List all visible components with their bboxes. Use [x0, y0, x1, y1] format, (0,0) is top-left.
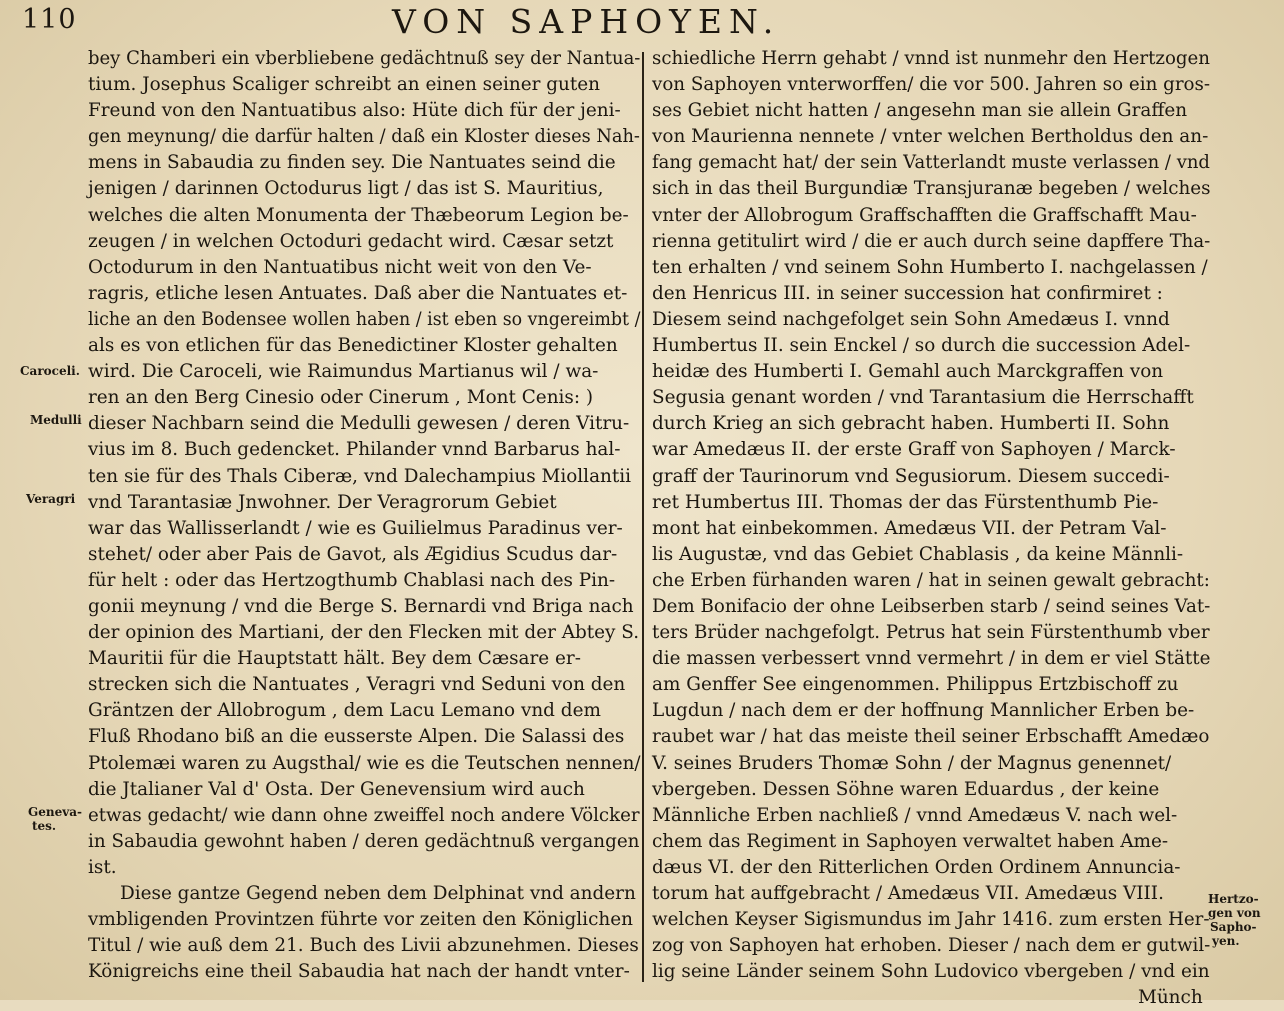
- text-line: heidæ des Humberti I. Gemahl auch Marckgraffen von: [652, 361, 1164, 383]
- margin-note-medulli: Medulli: [30, 413, 82, 427]
- running-title: VON SAPHOYEN.: [392, 2, 781, 41]
- text-line: zog von Saphoyen hat erhoben. Dieser / nach dem er gutwil-: [652, 935, 1211, 957]
- text-line: Männliche Erben nachließ / vnnd Amedæus V. nach wel-: [652, 804, 1178, 826]
- text-line: Königreichs eine theil Sabaudia hat nach der handt vnter-: [88, 961, 630, 983]
- text-line: welches die alten Monumenta der Thæbeorum Legion be-: [88, 204, 629, 226]
- margin-note-veragri: Veragri: [26, 492, 76, 506]
- text-line: strecken sich die Nantuates , Veragri vnd Seduni von den: [88, 674, 626, 696]
- text-line: stehet/ oder aber Pais de Gavot, als Ægidius Scudus dar-: [88, 543, 618, 565]
- text-line: von Saphoyen vnterworffen/ die vor 500. Jahren so ein gros-: [652, 74, 1211, 96]
- text-line: ters Brüder nachgefolgt. Petrus hat sein Fürstenthumb vber: [652, 622, 1210, 644]
- text-line: ten sie für des Thals Ciberæ, vnd Dalechampius Miollantii: [88, 465, 632, 487]
- text-line: welchen Keyser Sigismundus im Jahr 1416. zum ersten Her-: [652, 909, 1210, 931]
- text-line: torum hat auffgebracht / Amedæus VII. Amedæus VIII.: [652, 883, 1164, 904]
- text-line: fang gemacht hat/ der sein Vatterlandt muste verlassen / vnd: [652, 152, 1210, 174]
- text-line: Ptolemæi waren zu Augsthal/ wie es die Teutschen nennen/: [88, 752, 641, 774]
- text-line: wird. Die Caroceli, wie Raimundus Martianus wil / wa-: [88, 361, 599, 383]
- text-line: war Amedæus II. der erste Graff von Saphoyen / Marck-: [652, 439, 1176, 461]
- text-line: sich in das theil Burgundiæ Transjuranæ begeben / welches: [652, 178, 1211, 200]
- text-line: Humbertus II. sein Enckel / so durch die succession Adel-: [652, 335, 1191, 357]
- text-line: bey Chamberi ein vberbliebene gedächtnuß sey der Nantua-: [88, 48, 641, 69]
- text-line: für helt : oder das Hertzogthumb Chablasi nach des Pin-: [88, 569, 616, 591]
- text-line: vmbligenden Provintzen führte vor zeiten den Königlichen: [88, 909, 633, 931]
- text-line: che Erben fürhanden waren / hat in seinen gewalt gebracht:: [652, 569, 1210, 591]
- text-line: mens in Sabaudia zu finden sey. Die Nantuates seind die: [88, 152, 616, 174]
- text-line: die Jtalianer Val d' Osta. Der Genevensium wird auch: [88, 778, 585, 800]
- text-line: vnd Tarantasiæ Jnwohner. Der Veragrorum Gebiet: [88, 491, 557, 513]
- text-line: graff der Taurinorum vnd Segusiorum. Diesem succedi-: [652, 465, 1170, 487]
- text-line: rienna getitulirt wird / die er auch durch seine dapffere Tha-: [652, 230, 1211, 252]
- text-line: vbergeben. Dessen Söhne waren Eduardus , der keine: [652, 778, 1160, 800]
- text-line: jenigen / darinnen Octodurus ligt / das ist S. Mauritius,: [88, 178, 604, 200]
- text-line: Freund von den Nantuatibus also: Hüte dich für der jeni-: [88, 100, 621, 122]
- text-line: Dem Bonifacio der ohne Leibserben starb / seind seines Vat-: [652, 595, 1211, 617]
- text-line: zeugen / in welchen Octoduri gedacht wird. Cæsar setzt: [88, 230, 614, 252]
- left-column: [88, 46, 640, 985]
- text-line: war das Wallisserlandt / wie es Guilielmus Paradinus ver-: [88, 517, 623, 539]
- text-line: dæus VI. der den Ritterlichen Orden Ordinem Annuncia-: [652, 856, 1181, 878]
- text-line: ragris, etliche lesen Antuates. Daß aber die Nantuates et-: [88, 282, 628, 304]
- text-line: etwas gedacht/ wie dann ohne zweiffel noch andere Völcker: [88, 804, 640, 826]
- margin-note-genevates-2: tes.: [32, 819, 57, 833]
- text-line: ses Gebiet nicht hatten / angesehn man sie allein Graffen: [652, 100, 1188, 122]
- margin-note-caroceli: Caroceli.: [20, 364, 80, 378]
- text-line: ist.: [88, 856, 117, 878]
- text-line: Segusia genant worden / vnd Tarantasium die Herrschafft: [652, 387, 1194, 409]
- text-line: vius im 8. Buch gedencket. Philander vnnd Barbarus hal-: [88, 439, 621, 461]
- page-number: 110: [22, 4, 77, 35]
- column-divider: [642, 52, 644, 982]
- text-line: ten erhalten / vnd seinem Sohn Humberto I. nachgelassen /: [652, 256, 1208, 278]
- text-line: Octodurum in den Nantuatibus nicht weit von den Ve-: [88, 256, 592, 278]
- paragraph-start-line: Diese gantze Gegend neben dem Delphinat vnd andern: [120, 883, 636, 904]
- right-column: [652, 46, 1210, 1011]
- text-line: als es von etlichen für das Benedictiner Kloster gehalten: [88, 335, 618, 357]
- text-line: am Genffer See eingenommen. Philippus Ertzbischoff zu: [652, 674, 1179, 696]
- catchword: Münch: [1138, 987, 1203, 1009]
- text-line: gonii meynung / vnd die Berge S. Bernardi vnd Briga nach: [88, 595, 634, 617]
- text-line: raubet war / hat das meiste theil seiner Erbschafft Amedæo: [652, 726, 1210, 748]
- text-line: Mauritii für die Hauptstatt hält. Bey dem Cæsare er-: [88, 648, 581, 670]
- text-line: der opinion des Martiani, der den Flecken mit der Abtey S.: [88, 622, 640, 644]
- text-line: durch Krieg an sich gebracht haben. Humberti II. Sohn: [652, 413, 1170, 435]
- text-line: Gräntzen der Allobrogum , dem Lacu Lemano vnd dem: [88, 700, 601, 722]
- text-line: schiedliche Herrn gehabt / vnnd ist nunmehr den Hertzogen: [652, 48, 1211, 69]
- text-line: Titul / wie auß dem 21. Buch des Livii abzunehmen. Dieses: [88, 935, 639, 957]
- text-line: den Henricus III. in seiner succession hat confirmiret :: [652, 282, 1163, 304]
- text-line: lig seine Länder seinem Sohn Ludovico vbergeben / vnd ein: [652, 961, 1210, 983]
- text-line: tium. Josephus Scaliger schreibt an einen seiner guten: [88, 74, 600, 96]
- text-line: ret Humbertus III. Thomas der das Fürstenthumb Pie-: [652, 491, 1159, 513]
- text-line: dieser Nachbarn seind die Medulli gewesen / deren Vitru-: [88, 413, 630, 435]
- text-line: vnter der Allobrogum Graffschafften die Graffschafft Mau-: [652, 204, 1197, 226]
- text-line: gen meynung/ die darfür halten / daß ein Kloster dieses Nah-: [88, 126, 640, 148]
- margin-note-hertzogen-4: yen.: [1212, 934, 1240, 948]
- text-line: in Sabaudia gewohnt haben / deren gedächtnuß vergangen: [88, 830, 640, 852]
- text-line: Lugdun / nach dem er der hoffnung Mannlicher Erben be-: [652, 700, 1195, 722]
- text-line: ren an den Berg Cinesio oder Cinerum , Mont Cenis: ): [88, 387, 594, 409]
- margin-note-hertzogen-1: Hertzo-: [1208, 892, 1259, 906]
- margin-note-hertzogen-3: Sapho-: [1210, 920, 1257, 934]
- margin-note-hertzogen-2: gen von: [1208, 906, 1261, 920]
- text-line: V. seines Bruders Thomæ Sohn / der Magnus genennet/: [652, 752, 1172, 774]
- text-line: lis Augustæ, vnd das Gebiet Chablasis , da keine Männli-: [652, 543, 1184, 565]
- text-line: mont hat einbekommen. Amedæus VII. der Petram Val-: [652, 517, 1167, 539]
- text-line: Diesem seind nachgefolget sein Sohn Amedæus I. vnnd: [652, 308, 1170, 330]
- text-line: von Maurienna nennete / vnter welchen Bertholdus den an-: [652, 126, 1209, 148]
- text-line: Fluß Rhodano biß an die eusserste Alpen. Die Salassi des: [88, 726, 625, 748]
- text-line: chem das Regiment in Saphoyen verwaltet haben Ame-: [652, 830, 1169, 852]
- text-line: liche an den Bodensee wollen haben / ist eben so vngereimbt /: [88, 308, 641, 330]
- margin-note-genevates-1: Geneva-: [28, 805, 82, 819]
- text-line: die massen verbessert vnnd vermehrt / in dem er viel Stätte: [652, 648, 1211, 670]
